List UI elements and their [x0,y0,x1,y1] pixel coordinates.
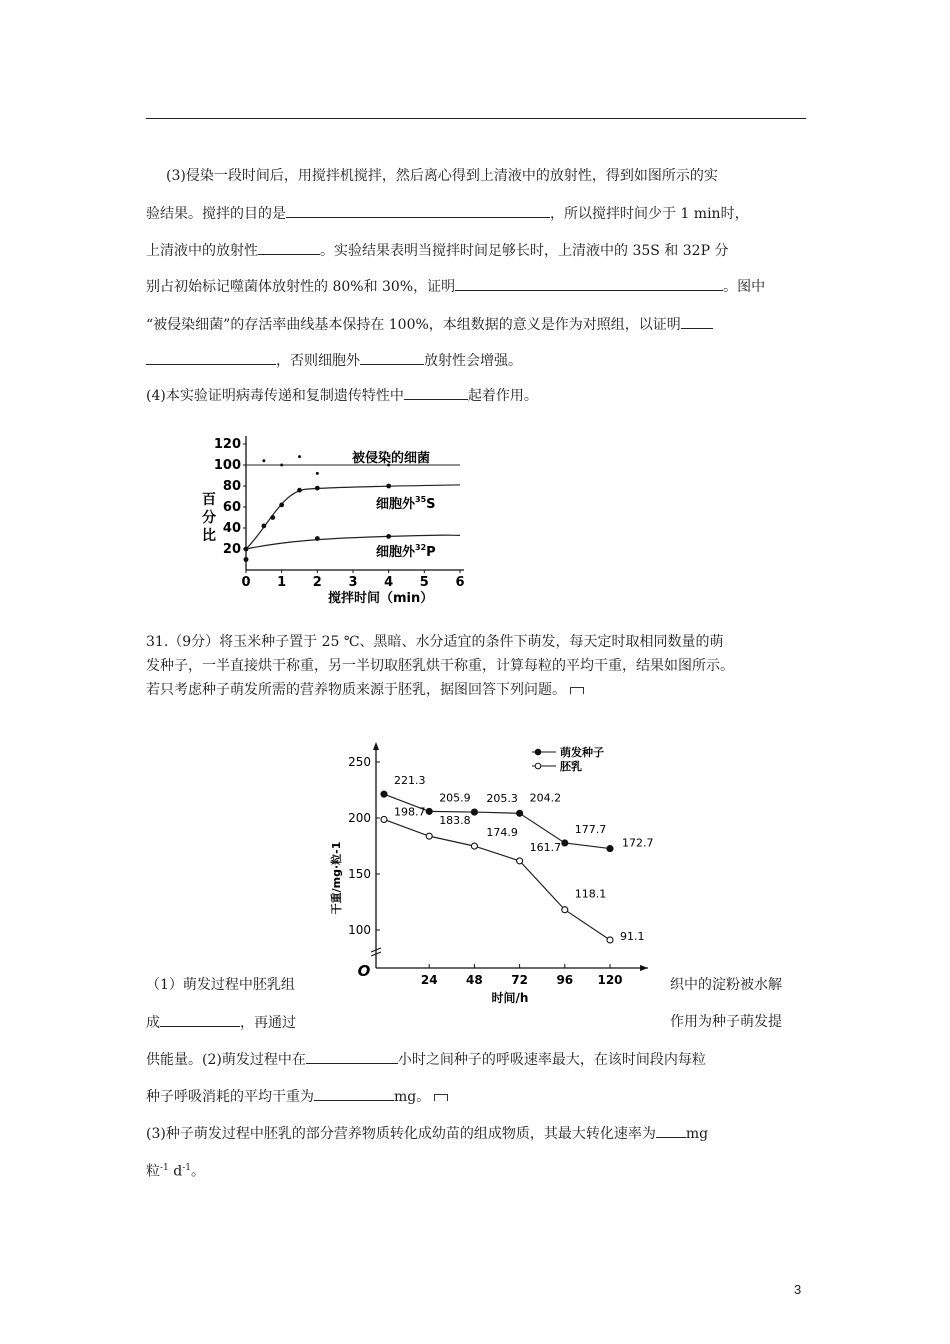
answer-blank[interactable] [455,276,723,291]
dry-weight-chart [320,738,660,1008]
x-tick-label: 4 [384,575,394,590]
y-tick-label: 200 [348,811,371,825]
y-tick-label: 100 [348,923,371,937]
data-point [386,534,391,539]
q30-text-line-4: 别占初始标记噬菌体放射性的 80%和 30%，证明 。图中 [146,276,765,297]
q31-text-line-2: 发种子，一半直接烘干称重，另一半切取胚乳烘干称重，计算每粒的平均干重，结果如图所示。 [146,658,734,674]
answer-blank[interactable] [258,240,320,255]
q31-text-line-1: 31.（9分）将玉米种子置于 25 ℃、黑暗、水分适宜的条件下萌发，每天定时取相同数量的萌 [146,634,724,650]
data-point [262,459,265,462]
data-label: 174.9 [486,826,518,840]
legend-marker [535,763,541,769]
answer-blank[interactable] [656,1123,686,1138]
answer-blank[interactable] [286,203,550,218]
data-point [244,547,249,552]
y-tick-label: 250 [348,755,371,769]
data-point [279,503,284,508]
q30-text-line-7: (4)本实验证明病毒传递和复制遗传特性中 起着作用。 [146,385,538,406]
x-tick-label: 72 [511,973,528,987]
data-point [315,536,320,541]
series-line-35s [246,485,460,549]
data-point [297,488,302,493]
data-label: 91.1 [620,929,645,943]
y-axis-label-char: 比 [202,528,216,544]
x-axis-arrow [640,965,648,971]
data-point [270,515,275,520]
legend-label: 胚乳 [560,760,582,773]
answer-blank[interactable] [306,1049,398,1064]
q30-text-line-6: ，否则细胞外 放射性会增强。 [146,350,522,371]
stirring-time-chart [200,428,490,608]
data-point [280,464,283,467]
edit-mark-icon [570,687,584,694]
data-point [244,557,249,562]
q31-text-line-3: 若只考虑种子萌发所需的营养物质来源于胚乳，据图回答下列问题。 [146,680,584,700]
answer-blank[interactable] [360,350,424,365]
y-tick-label: 120 [213,437,241,452]
q31-s1-line2-right: 作用为种子萌发提 [670,1014,782,1030]
y-axis-arrow [373,742,379,750]
q31-s2-line: 供能量。(2)萌发过程中在 小时之间种子的呼吸速率最大，在该时间段内每粒 [146,1049,706,1070]
x-tick-label: 24 [420,973,438,987]
data-point [471,809,477,815]
y-tick-label: 20 [222,542,241,557]
data-point [386,484,391,489]
x-tick-label: 2 [312,575,322,590]
curve-label-32p: 细胞外$^{32}$P [376,543,436,560]
y-axis-label: 干重/mg·粒-1 [330,841,343,915]
data-point [316,472,319,475]
x-tick-label: 5 [419,575,429,590]
data-point [562,907,568,913]
curve-label-infected-bacteria: 被侵染的细菌 [352,451,431,466]
data-point [298,455,301,458]
x-tick-label: 48 [466,973,483,987]
legend-marker [535,749,541,755]
x-tick-label: 6 [455,575,465,590]
data-point [562,840,568,846]
y-tick-label: 40 [222,521,241,536]
data-label: 161.7 [529,840,562,854]
data-point [607,846,613,852]
answer-blank[interactable] [160,1012,240,1027]
q30-text-line-3: 上清液中的放射性 。实验结果表明当搅拌时间足够长时，上清液中的 35S 和 32P 分 [146,240,728,261]
y-tick-label: 100 [213,458,241,473]
x-tick-label: 120 [597,973,623,987]
answer-blank[interactable] [314,1086,394,1101]
q30-text-line-5: “被侵染细菌”的存活率曲线基本保持在 100%，本组数据的意义是作为对照组，以证明 [146,314,713,335]
x-axis-label: 时间/h [491,991,529,1005]
x-tick-label: 0 [241,575,251,590]
data-label: 118.1 [574,887,607,901]
q31-s2-line2: 种子呼吸消耗的平均干重为 mg。 [146,1086,448,1107]
data-point [426,808,432,814]
q31-s1-line2-left: 成 ，再通过 [146,1012,296,1033]
y-axis-label-char: 分 [202,510,216,526]
data-point [517,810,523,816]
data-point [261,524,266,529]
origin-label: O [357,962,371,980]
data-label: 183.8 [439,814,471,828]
y-tick-label: 60 [222,500,241,515]
header-rule [146,118,806,119]
data-label: 221.3 [394,774,426,788]
data-label: 177.7 [574,822,607,836]
page-number: 3 [794,1282,802,1297]
y-axis-label-char: 百 [202,492,216,508]
edit-mark-icon [434,1094,448,1101]
legend-label: 萌发种子 [560,746,604,759]
q30-text-line-1: (3)侵染一段时间后，用搅拌机搅拌，然后离心得到上清液中的放射性，得到如图所示的实 [166,168,718,184]
y-tick-label: 80 [222,479,241,494]
q31-s3-line: (3)种子萌发过程中胚乳的部分营养物质转化成幼苗的组成物质，其最大转化速率为 mg [146,1123,708,1144]
data-label: 205.9 [439,791,471,805]
q31-s3-line2: 粒$^{-1}$ $d^{-1}$。 [146,1163,205,1180]
data-point [315,486,320,491]
data-point [607,937,613,943]
answer-blank[interactable] [681,314,713,329]
data-point [426,833,432,839]
x-tick-label: 96 [556,973,574,987]
data-label: 172.7 [622,836,654,850]
q31-s1-right: 织中的淀粉被水解 [670,977,782,993]
q31-s1-left: （1）萌发过程中胚乳组 [146,977,295,993]
data-label: 198.7 [394,805,426,819]
data-point [471,843,477,849]
data-point [517,858,523,864]
answer-blank[interactable] [146,350,276,365]
y-tick-label: 150 [348,867,371,881]
x-tick-label: 3 [348,575,358,590]
q30-text-line-2: 验结果。搅拌的目的是 ，所以搅拌时间少于 1 min时， [146,203,749,224]
data-point [381,791,387,797]
x-tick-label: 1 [277,575,287,590]
curve-label-35s: 细胞外$^{35}$S [376,495,436,512]
data-label: 205.3 [486,792,518,806]
data-label: 204.2 [529,791,562,805]
answer-blank[interactable] [404,385,468,400]
data-point [381,816,387,822]
x-axis-label: 搅拌时间（min） [328,591,434,606]
